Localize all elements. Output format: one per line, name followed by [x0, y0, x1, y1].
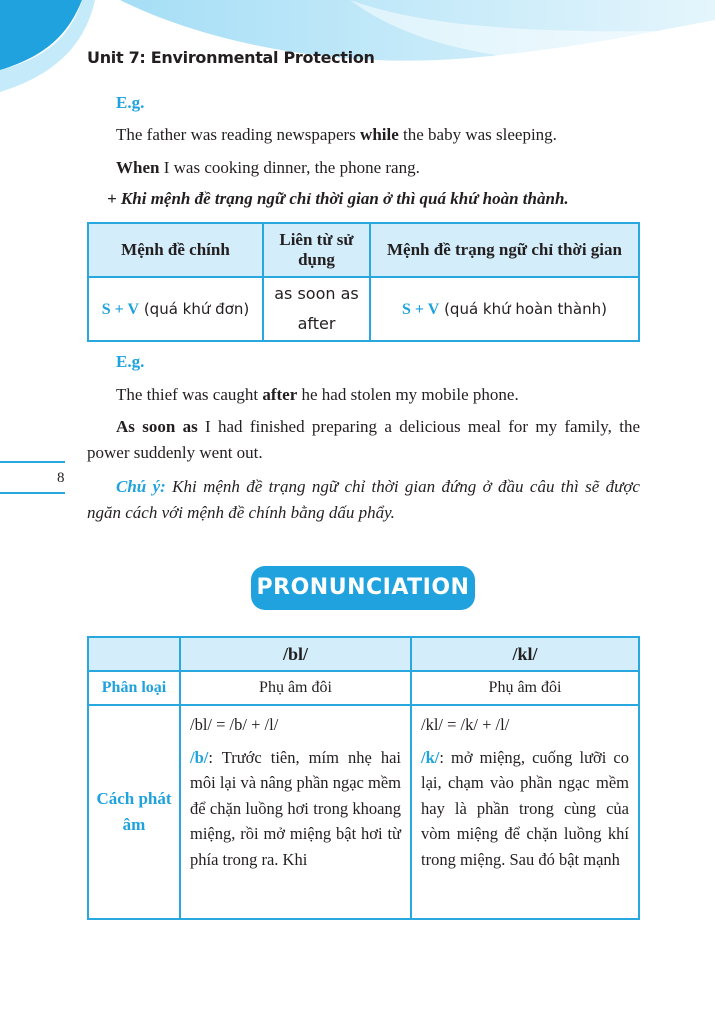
pronunciation-table [87, 636, 640, 920]
example-sentence [116, 124, 557, 146]
eg-label: E.g. [116, 93, 145, 112]
page-divider-top [0, 461, 65, 463]
formula: S + V [402, 300, 440, 318]
example-text: I was cooking dinner, the phone rang. [159, 158, 420, 177]
example-text: he had stolen my mobile phone. [297, 385, 519, 404]
table-cell [411, 705, 639, 919]
example-sentence [116, 384, 519, 406]
table-cell [88, 277, 263, 341]
table-cell: Phụ âm đôi [411, 671, 639, 705]
note-label: Chú ý: [116, 477, 166, 496]
table-header: /kl/ [411, 637, 639, 671]
page-divider-bottom [0, 492, 65, 494]
conjunction: after [297, 314, 336, 333]
example-text: The thief was caught [116, 385, 263, 404]
table-header: Mệnh đề trạng ngữ chỉ thời gian [370, 223, 639, 277]
example-text: I had finished preparing a delicious meal for my family, the power suddenly went out. [87, 417, 640, 462]
tense-note: (quá khứ đơn) [139, 299, 250, 318]
table-header: Liên từ sử dụng [263, 223, 370, 277]
eg-label: E.g. [116, 352, 145, 371]
note-paragraph [87, 474, 640, 526]
table-cell [263, 277, 370, 341]
example-text: The father was reading newspapers [116, 125, 361, 144]
ipa-formula: /bl/ = /b/ + /l/ [190, 715, 279, 734]
sound-label: /b/ [190, 747, 209, 767]
grammar-table [87, 222, 640, 342]
table-cell: Phụ âm đôi [180, 671, 411, 705]
pronunciation-description: : mở miệng, cuống lưỡi co lại, chạm vào phần ngạc mềm hay là phần trong cùng của vòm miệng để chặn luồng khí trong miệng. Sau đó bật mạnh [421, 747, 629, 869]
pronunciation-description: : Trước tiên, mím nhẹ hai môi lại và nâng phần ngạc mềm để chặn luồng hơi trong khoang miệng, rồi mở miệng bật hơi từ phía trong ra. Khi [190, 747, 401, 869]
row-label: Phân loại [88, 671, 180, 705]
example-keyword: When [116, 158, 160, 177]
note-text: Khi mệnh đề trạng ngữ chỉ thời gian đứng ở đầu câu thì sẽ được ngăn cách với mệnh đề chính bằng dấu phẩy. [87, 477, 640, 522]
sound-label: /k/ [421, 747, 440, 767]
table-header: /bl/ [180, 637, 411, 671]
conjunction: as soon as [274, 284, 359, 303]
row-label: Cách phát âm [88, 705, 180, 919]
table-cell [370, 277, 639, 341]
table-corner [88, 637, 180, 671]
formula: S + V [101, 300, 140, 318]
page-number: 8 [57, 470, 65, 486]
example-sentence [87, 414, 640, 466]
example-keyword: while [360, 125, 399, 144]
example-keyword: As soon as [116, 417, 198, 436]
example-text: the baby was sleeping. [398, 125, 557, 144]
example-sentence [116, 157, 420, 179]
tense-note: (quá khứ hoàn thành) [439, 299, 607, 318]
table-cell [180, 705, 411, 919]
rule-heading: + Khi mệnh đề trạng ngữ chỉ thời gian ở thì quá khứ hoàn thành. [107, 189, 569, 208]
section-title: PRONUNCIATION [251, 566, 475, 610]
table-header: Mệnh đề chính [88, 223, 263, 277]
ipa-formula: /kl/ = /k/ + /l/ [421, 715, 510, 734]
unit-title: Unit 7: Environmental Protection [87, 48, 375, 67]
example-keyword: after [262, 385, 298, 404]
